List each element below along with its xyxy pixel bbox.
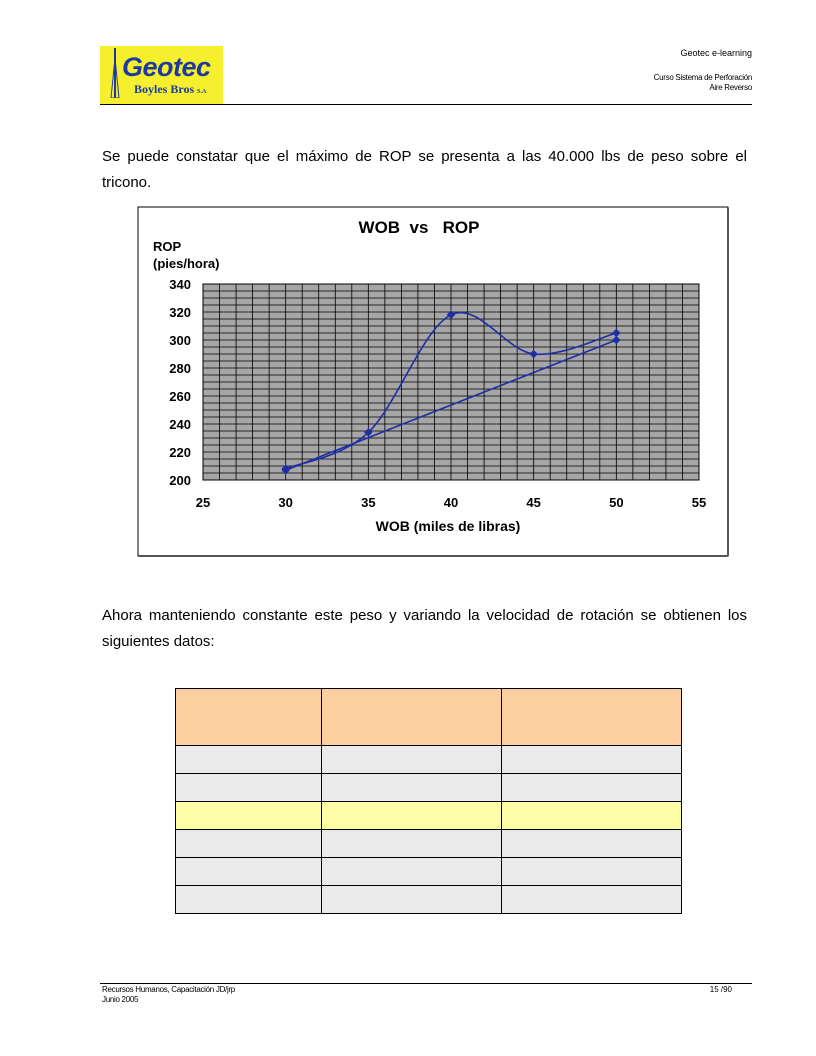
table-cell [502,774,682,802]
table-cell [322,802,502,830]
y-tick-label: 240 [169,417,191,432]
y-axis-label: ROP [153,239,182,254]
x-tick-label: 50 [609,495,624,510]
y-tick-label: 280 [169,361,191,376]
table-header-cell [176,689,322,746]
x-tick-label: 30 [278,495,293,510]
y-tick-label: 260 [169,389,191,404]
table-row [176,830,682,858]
x-axis-label: WOB (miles de libras) [375,518,521,534]
table-cell [176,830,322,858]
y-tick-label: 220 [169,445,191,460]
paragraph-rop-max: Se puede constatar que el máximo de ROP se presenta a las 40.000 lbs de peso sobre el tricono. [102,148,747,191]
table-cell [176,746,322,774]
chart-title: WOB vs ROP [358,218,480,237]
table-cell [322,746,502,774]
table-row [176,774,682,802]
footer-divider [100,983,752,984]
x-tick-label: 55 [691,495,707,510]
wob-vs-rop-chart [137,206,729,557]
y-tick-label: 300 [169,333,191,348]
table-header-cell [502,689,682,746]
table-row [176,886,682,914]
y-tick-label: 340 [169,277,191,292]
table-cell [176,886,322,914]
x-tick-label: 25 [195,495,211,510]
rotation-speed-table [175,688,682,914]
geotec-logo [100,46,223,104]
logo-word: Geotec [122,52,211,82]
drill-tower-icon [110,48,120,98]
header-course-line: Curso Sistema de Perforación [653,73,752,82]
table-cell [502,746,682,774]
header-course-subline: Aire Reverso [709,83,752,92]
table-header-cell [322,689,502,746]
x-tick-label: 40 [443,495,459,510]
table-cell [502,886,682,914]
table-cell [322,774,502,802]
table-cell [502,830,682,858]
y-tick-label: 320 [169,305,191,320]
table-cell [322,858,502,886]
x-tick-label: 45 [526,495,541,510]
header-course-platform: Geotec e-learning [680,48,752,58]
table-cell [176,774,322,802]
header-divider [100,104,752,105]
page-number: 15 /90 [709,985,732,994]
paragraph-rotation-speed: Ahora manteniendo constante este peso y variando la velocidad de rotación se obtienen los siguientes datos: [102,607,747,650]
table-row [176,802,682,830]
table-cell [502,858,682,886]
x-tick-label: 35 [361,495,376,510]
table-header-row [176,689,682,746]
footer-credits [102,985,235,1005]
footer-department: Recursos Humanos, Capacitación JD/jrp [102,985,235,994]
table-cell [322,886,502,914]
y-axis-unit: (pies/hora) [153,256,220,271]
table-cell [176,802,322,830]
table-row [176,746,682,774]
y-tick-label: 200 [169,473,191,488]
logo-subtitle: Boyles Bros S.A [134,82,207,96]
table-cell [176,858,322,886]
table-cell [502,802,682,830]
table-cell [322,830,502,858]
table-row [176,858,682,886]
header-course-title [654,73,752,93]
footer-date: Junio 2005 [102,995,139,1004]
